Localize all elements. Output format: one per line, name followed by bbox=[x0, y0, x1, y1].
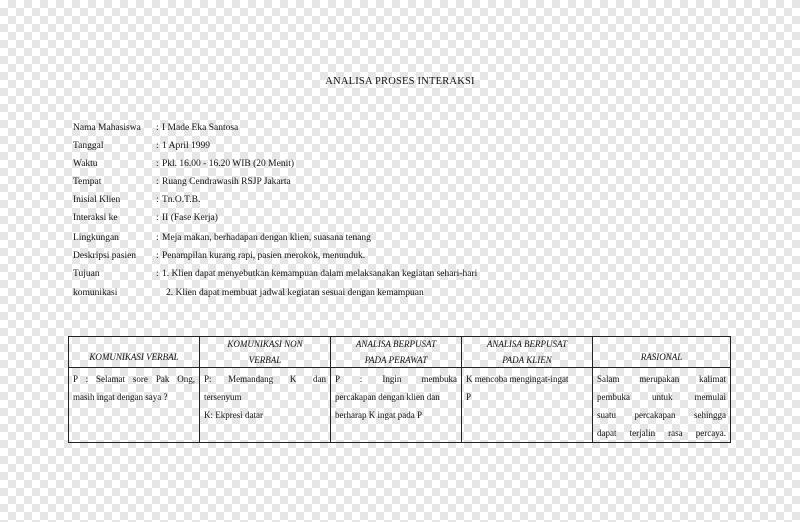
header-analisa-klien: ANALISA BERPUSAT PADA KLIEN bbox=[462, 337, 593, 368]
header-rasional: RASIONAL bbox=[593, 337, 731, 368]
analysis-table bbox=[68, 336, 731, 443]
document-title: ANALISA PROSES INTERAKSI bbox=[325, 76, 475, 87]
info-value: II (Fase Kerja) bbox=[162, 213, 218, 223]
info-label: Deskripsi pasien bbox=[73, 251, 137, 261]
cell-komunikasi-non-verbal: P: Memandang K dan tersenyum K: Ekpresi datar bbox=[200, 368, 331, 443]
info-label: komunikasi bbox=[73, 288, 118, 298]
cell-analisa-perawat: P : Ingin membuka percakapan dengan klien dan berharap K ingat pada P bbox=[331, 368, 462, 443]
info-value: Meja makan, berhadapan dengan klien, suasana tenang bbox=[162, 233, 371, 243]
header-analisa-perawat: ANALISA BERPUSAT PADA PERAWAT bbox=[331, 337, 462, 368]
info-value: I Made Eka Santosa bbox=[162, 123, 239, 133]
info-label: Lingkungan bbox=[73, 233, 119, 243]
info-label: Interaksi ke bbox=[73, 213, 118, 223]
info-label: Inisial Klien bbox=[73, 195, 121, 205]
header-komunikasi-non-verbal: KOMUNIKASI NON VERBAL bbox=[200, 337, 331, 368]
info-value: Penampilan kurang rapi, pasien merokok, menunduk. bbox=[162, 251, 366, 261]
info-value: 1. Klien dapat menyebutkan kemampuan dalam melaksanakan kegiatan sehari-hari bbox=[162, 269, 478, 279]
info-label: Nama Mahasiswa bbox=[73, 123, 141, 133]
info-colon: : bbox=[156, 177, 159, 187]
info-colon: : bbox=[156, 251, 159, 261]
info-colon: : bbox=[156, 141, 159, 151]
info-value: Pkl. 16.00 - 16.20 WIB (20 Menit) bbox=[162, 159, 295, 169]
cell-analisa-klien: K mencoba mengingat-ingat P bbox=[462, 368, 593, 443]
info-colon: : bbox=[156, 213, 159, 223]
table-row bbox=[69, 368, 731, 443]
info-colon: : bbox=[156, 269, 159, 279]
info-colon: : bbox=[156, 195, 159, 205]
table-header-row bbox=[69, 337, 731, 368]
info-colon: : bbox=[156, 233, 159, 243]
info-colon: : bbox=[156, 123, 159, 133]
info-label: Tempat bbox=[73, 177, 102, 187]
header-komunikasi-verbal: KOMUNIKASI VERBAL bbox=[69, 337, 200, 368]
info-label: Tanggal bbox=[73, 141, 104, 151]
info-value: Ruang Cendrawasih RSJP Jakarta bbox=[162, 177, 291, 187]
cell-rasional: Salam merupakan kalimat pembuka untuk memulai suatu percakapan sehingga dapat terjalin rasa percaya. bbox=[593, 368, 731, 443]
info-label: Waktu bbox=[73, 159, 98, 169]
info-value: 1 April 1999 bbox=[162, 141, 211, 151]
info-value: Tn.O.T.B. bbox=[162, 195, 201, 205]
info-value: 2. Klien dapat membuat jadwal kegiatan sesuai dengan kemampuan bbox=[166, 288, 424, 298]
info-colon: : bbox=[156, 159, 159, 169]
cell-komunikasi-verbal: P : Selamat sore Pak Ong, masih ingat dengan saya ? bbox=[69, 368, 200, 443]
info-label: Tujuan bbox=[73, 269, 100, 279]
